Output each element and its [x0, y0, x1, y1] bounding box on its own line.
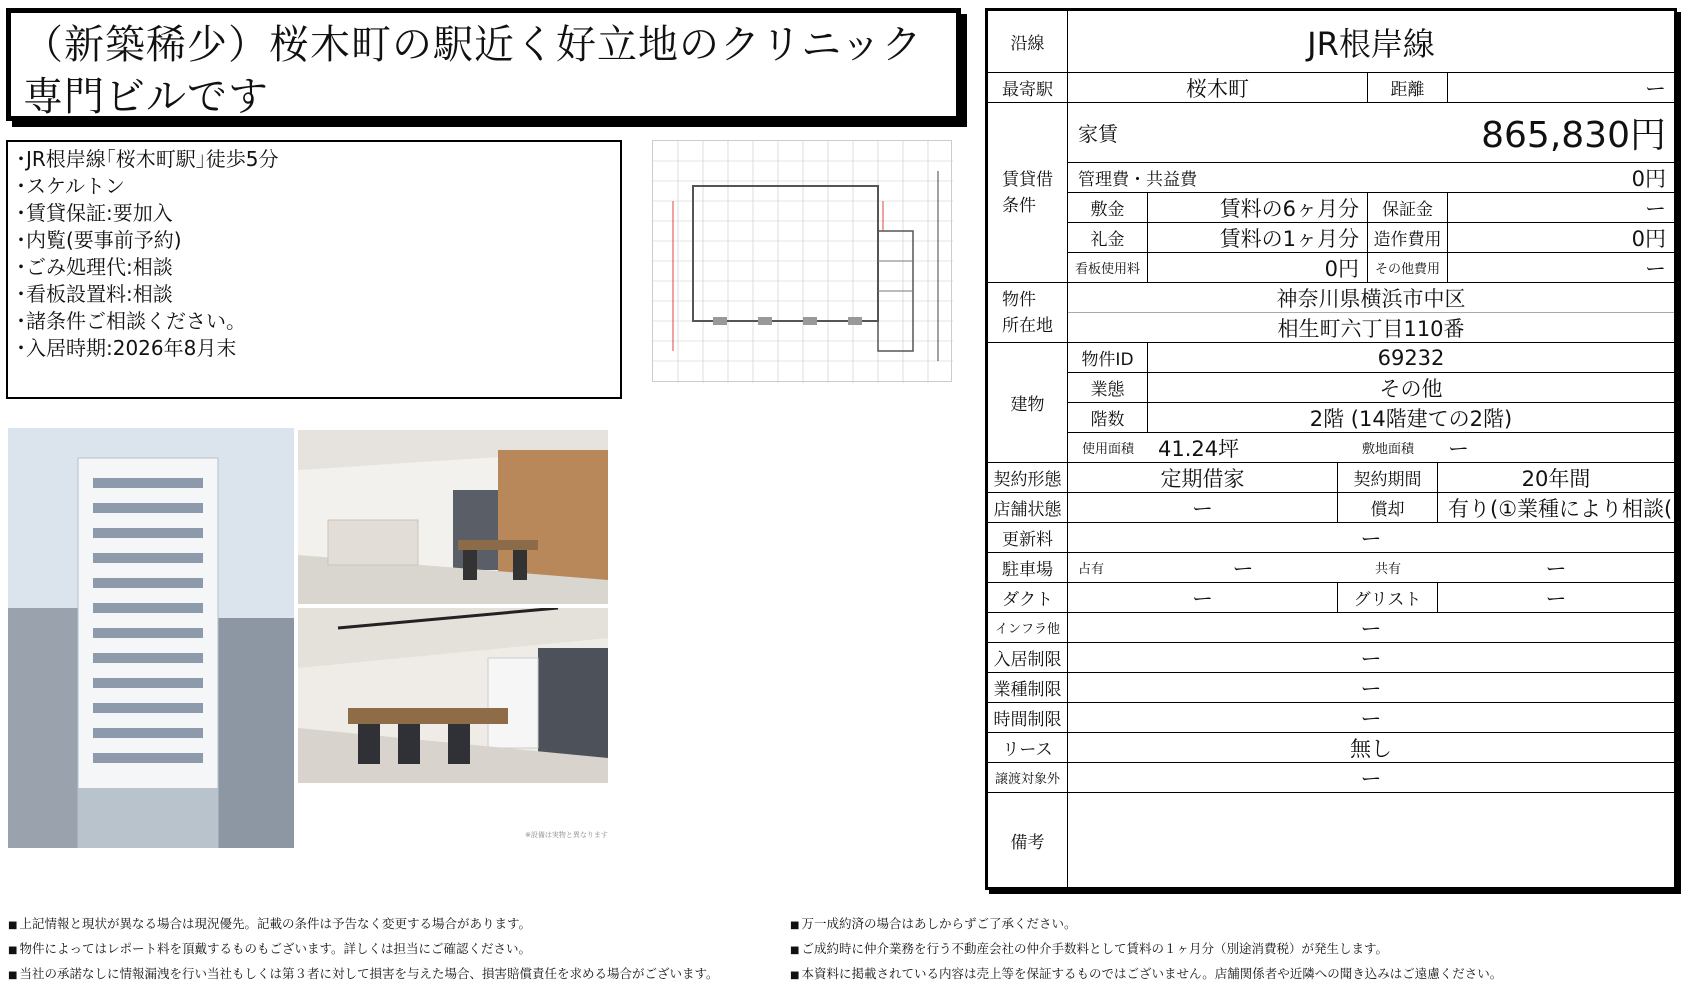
- move-in-restriction-label: 入居制限: [988, 643, 1068, 673]
- floor-value: 2階 (14階建ての2階): [1148, 403, 1674, 433]
- shikikin-value: 賃料の6ヶ月分: [1148, 193, 1368, 223]
- move-in-restriction-value: ー: [1068, 643, 1674, 673]
- shokyaku-label: 償却: [1338, 493, 1438, 523]
- property-id-label: 物件ID: [1068, 343, 1148, 373]
- disclaimer-note: ■ ご成約時に仲介業務を行う不動産会社の仲介手数料として賃料の１ヶ月分（別途消費税）が発生します。: [790, 937, 1670, 962]
- kanban-value: 0円: [1148, 253, 1368, 283]
- area-label: 使用面積: [1068, 433, 1148, 463]
- reikin-value: 賃料の1ヶ月分: [1148, 223, 1368, 253]
- feature-item: ･賃貸保証:要加入: [16, 201, 173, 225]
- distance-value: ー: [1448, 73, 1674, 103]
- line-value: JR根岸線: [1068, 11, 1674, 73]
- floor-label: 階数: [1068, 403, 1148, 433]
- kanban-label: 看板使用料: [1068, 253, 1148, 283]
- renewal-fee-value: ー: [1068, 523, 1674, 553]
- interior-photo: [298, 430, 608, 604]
- hoshokin-label: 保証金: [1368, 193, 1448, 223]
- contract-type-label: 契約形態: [988, 463, 1068, 493]
- disclaimer-note: ■ 物件によってはレポート料を頂戴するものもございます。詳しくは担当にご確認ください。: [8, 937, 788, 962]
- line-label: 沿線: [988, 11, 1068, 73]
- contract-period-label: 契約期間: [1338, 463, 1438, 493]
- duct-label: ダクト: [988, 583, 1068, 613]
- rent-section-label: 賃貸借 条件: [988, 103, 1068, 283]
- rent-value: 865,830円: [1368, 103, 1674, 163]
- zosaku-value: 0円: [1448, 223, 1674, 253]
- site-area-value: ー: [1438, 433, 1674, 463]
- feature-item: ･スケルトン: [16, 174, 125, 198]
- feature-item: ･看板設置料:相談: [16, 282, 173, 306]
- feature-item: ･JR根岸線｢桜木町駅｣徒歩5分: [16, 147, 279, 171]
- reikin-label: 礼金: [1068, 223, 1148, 253]
- disclaimer-note: ■ 万一成約済の場合はあしからずご了承ください。: [790, 912, 1670, 937]
- area-value: 41.24坪: [1148, 433, 1338, 463]
- location-label: 物件 所在地: [988, 283, 1068, 343]
- time-restriction-label: 時間制限: [988, 703, 1068, 733]
- time-restriction-value: ー: [1068, 703, 1674, 733]
- store-status-label: 店舗状態: [988, 493, 1068, 523]
- parking-label: 駐車場: [988, 553, 1068, 583]
- disclaimer-note: ■ 本資料に掲載されている内容は売上等を保証するものではございません。店舗関係者や近隣への聞き込みはご遠慮ください。: [790, 962, 1670, 982]
- parking-shared-value: ー: [1438, 553, 1674, 583]
- mgmt-fee-value: 0円: [1368, 163, 1674, 193]
- parking-own-label: 占有: [1068, 553, 1148, 583]
- spec-table: [985, 8, 1677, 890]
- contract-period-value: 20年間: [1438, 463, 1674, 493]
- building-label: 建物: [988, 343, 1068, 463]
- disclaimer-notes-left: [8, 912, 788, 982]
- shokyaku-value: 有り(①業種により相談(: [1438, 493, 1674, 523]
- infra-value: ー: [1068, 613, 1674, 643]
- lease-label: リース: [988, 733, 1068, 763]
- property-id-value: 69232: [1148, 343, 1674, 373]
- remarks-label: 備考: [988, 793, 1068, 887]
- station-value: 桜木町: [1068, 73, 1368, 103]
- feature-item: ･入居時期:2026年8月末: [16, 336, 237, 360]
- infra-label: インフラ他: [988, 613, 1068, 643]
- building-exterior-photo: [8, 428, 294, 848]
- other-fee-label: その他費用: [1368, 253, 1448, 283]
- contract-type-value: 定期借家: [1068, 463, 1338, 493]
- transfer-excluded-value: ー: [1068, 763, 1674, 793]
- duct-value: ー: [1068, 583, 1338, 613]
- transfer-excluded-label: 譲渡対象外: [988, 763, 1068, 793]
- lease-value: 無し: [1068, 733, 1674, 763]
- remarks-value: [1068, 793, 1674, 887]
- feature-item: ･諸条件ご相談ください。: [16, 309, 246, 333]
- business-restriction-value: ー: [1068, 673, 1674, 703]
- business-type-value: その他: [1148, 373, 1674, 403]
- disclaimer-note: ■ 当社の承諾なしに情報漏洩を行い当社もしくは第３者に対して損害を与えた場合、損害賠償責任を求める場合がございます。: [8, 962, 788, 982]
- floor-plan-image: [652, 140, 952, 382]
- parking-own-value: ー: [1148, 553, 1338, 583]
- renewal-fee-label: 更新料: [988, 523, 1068, 553]
- parking-shared-label: 共有: [1338, 553, 1438, 583]
- grease-trap-label: グリスト: [1338, 583, 1438, 613]
- feature-item: ･内覧(要事前予約): [16, 228, 182, 252]
- grease-trap-value: ー: [1438, 583, 1674, 613]
- distance-label: 距離: [1368, 73, 1448, 103]
- interior-photo: [298, 608, 608, 783]
- disclaimer-notes-right: [790, 912, 1670, 982]
- site-area-label: 敷地面積: [1338, 433, 1438, 463]
- rent-label: 家賃: [1068, 103, 1368, 163]
- address-line2: 相生町六丁目110番: [1068, 313, 1674, 343]
- mgmt-fee-label: 管理費・共益費: [1068, 163, 1368, 193]
- shikikin-label: 敷金: [1068, 193, 1148, 223]
- address-line1: 神奈川県横浜市中区: [1068, 283, 1674, 313]
- photo-credit: ※設備は実物と異なります: [525, 831, 608, 839]
- hoshokin-value: ー: [1448, 193, 1674, 223]
- zosaku-label: 造作費用: [1368, 223, 1448, 253]
- features-list: [6, 140, 622, 399]
- feature-item: ･ごみ処理代:相談: [16, 255, 173, 279]
- store-status-value: ー: [1068, 493, 1338, 523]
- business-type-label: 業態: [1068, 373, 1148, 403]
- station-label: 最寄駅: [988, 73, 1068, 103]
- other-fee-value: ー: [1448, 253, 1674, 283]
- listing-title: （新築稀少）桜木町の駅近く好立地のクリニック専門ビルです: [6, 8, 961, 121]
- business-restriction-label: 業種制限: [988, 673, 1068, 703]
- disclaimer-note: ■ 上記情報と現状が異なる場合は現況優先。記載の条件は予告なく変更する場合があります。: [8, 912, 788, 937]
